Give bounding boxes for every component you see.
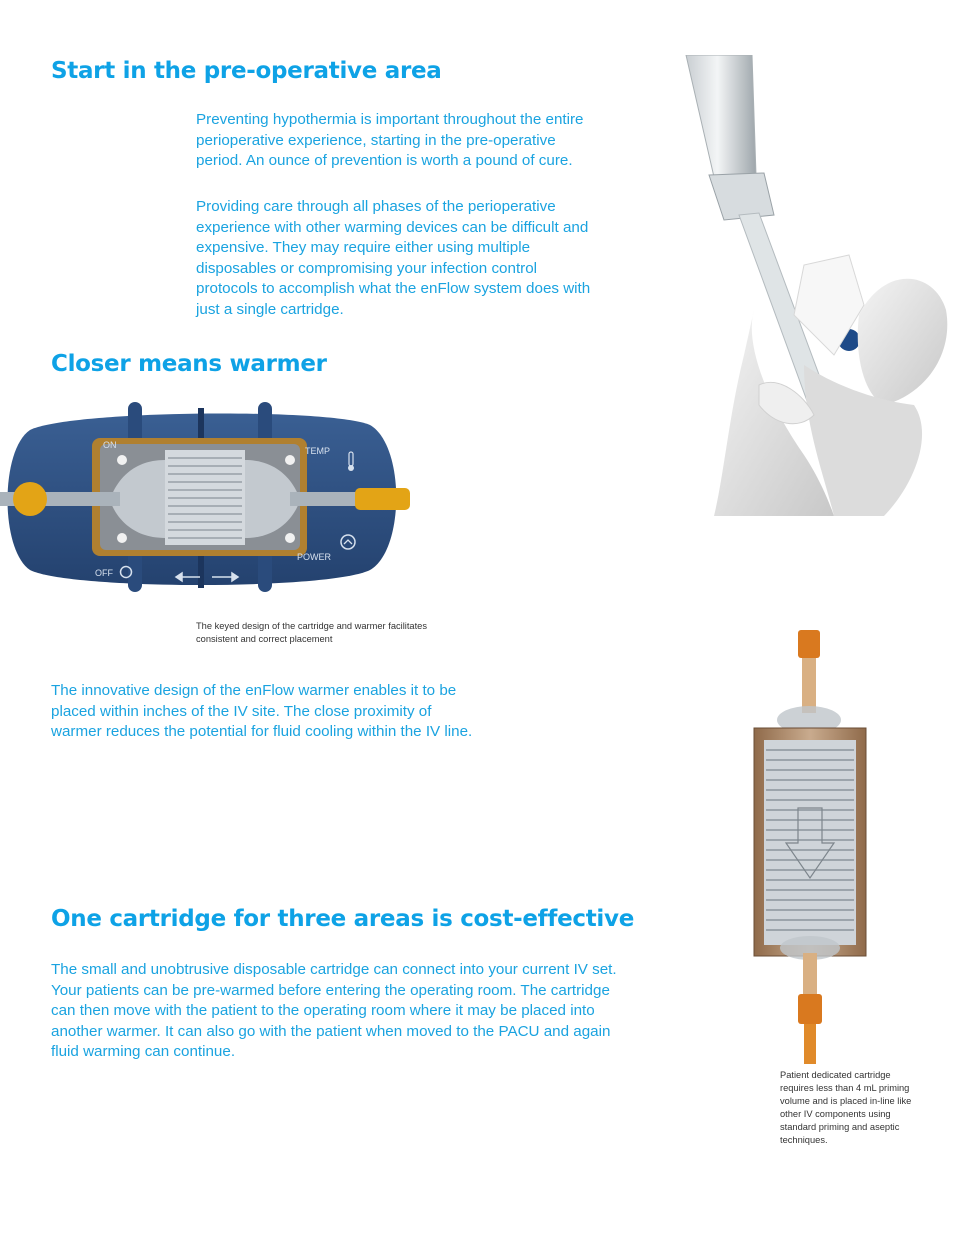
hand-syringe-photo xyxy=(684,55,954,516)
warmer-caption: The keyed design of the cartridge and warmer facilitates consistent and correct placement xyxy=(196,621,427,644)
device-label-power: POWER xyxy=(297,552,332,562)
device-label-temp: TEMP xyxy=(305,446,331,456)
heading-pre-operative: Start in the pre-operative area xyxy=(51,58,442,84)
paragraph-close-proximity: The innovative design of the enFlow warmer enables it to be placed within inches of the IV site. The close proximity of warmer reduces the potential for fluid cooling within the IV line. xyxy=(51,682,473,741)
cartridge-caption: Patient dedicated cartridge requires less than 4 mL priming volume and is placed in-line like other IV components using standard priming and aseptic techniques. xyxy=(780,1070,912,1145)
heading-cost-effective: One cartridge for three areas is cost-effective xyxy=(51,906,635,932)
paragraph-hypothermia: Preventing hypothermia is important throughout the entire perioperative experience, starting in the pre-operative period. An ounce of prevention is worth a pound of cure. xyxy=(196,111,584,170)
paragraph-one-cartridge: The small and unobtrusive disposable cartridge can connect into your current IV set. Your patients can be pre-warmed before entering the operating room. The cartridge can then move with the patient to the operating room where it may be placed into another warmer. It can also go with the patient when moved to the PACU and again fluid warming can continue. xyxy=(51,961,617,1061)
device-label-off: OFF xyxy=(95,568,113,578)
warmer-device-photo xyxy=(0,400,420,595)
heading-closer-warmer: Closer means warmer xyxy=(51,351,327,377)
device-label-on: ON xyxy=(103,440,117,450)
paragraph-perioperative-care: Providing care through all phases of the perioperative experience with other warming devices can be difficult and expensive. They may require either using multiple disposables or compromising your infection control protocols to accomplish what the enFlow system does with just a single cartridge. xyxy=(196,198,591,318)
cartridge-photo xyxy=(752,628,872,1068)
